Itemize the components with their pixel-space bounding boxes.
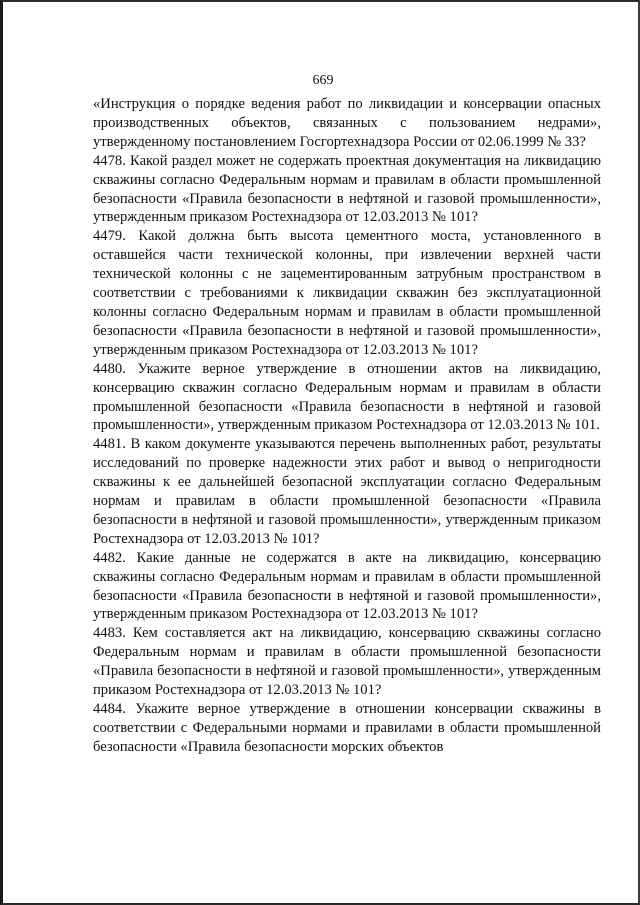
page-number: 669	[312, 73, 334, 88]
document-body	[93, 95, 601, 757]
question-4482: 4482. Какие данные не содержатся в акте на ликвидацию, консервацию скважины согласно Федеральным нормам и правилам в области промышленной безопасности «Правила безопасности в нефтяной и газовой промышленности», утвержденным приказом Ростехнадзора от 12.03.2013 № 101?	[93, 549, 601, 623]
question-4479: 4479. Какой должна быть высота цементного моста, установленного в оставшейся части технической колонны, при извлечении верхней части технической колонны с не зацементированным затрубным пространством в соответствии с требованиями к ликвидации скважин без эксплуатационной колонны согласно Федеральным нормам и правилам в области промышленной безопасности «Правила безопасности в нефтяной и газовой промышленности», утвержденным приказом Ростехнадзора от 12.03.2013 № 101?	[93, 228, 601, 358]
question-4478: 4478. Какой раздел может не содержать проектная документация на ликвидацию скважины согласно Федеральным нормам и правилам в области промышленной безопасности «Правила безопасности в нефтяной и газовой промышленности», утвержденным приказом Ростехнадзора от 12.03.2013 № 101?	[93, 152, 601, 226]
paragraph-intro: «Инструкция о порядке ведения работ по ликвидации и консервации опасных производственных объектов, связанных с пользованием недрами», утвержденному постановлением Госгортехнадзора России от 02.06.1999 № 33?	[93, 96, 601, 150]
question-4484: 4484. Укажите верное утверждение в отношении консервации скважины в соответствии с Федеральными нормами и правилами в области промышленной безопасности «Правила безопасности морских объектов	[93, 701, 601, 755]
question-4480: 4480. Укажите верное утверждение в отношении актов на ликвидацию, консервацию скважин согласно Федеральным нормам и правилам в области промышленной безопасности «Правила безопасности в нефтяной и газовой промышленности», утвержденным приказом Ростехнадзора от 12.03.2013 № 101.	[93, 360, 601, 434]
question-4483: 4483. Кем составляется акт на ликвидацию, консервацию скважины согласно Федеральным нормам и правилам в области промышленной безопасности «Правила безопасности в нефтяной и газовой промышленности», утвержденным приказом Ростехнадзора от 12.03.2013 № 101?	[93, 625, 601, 699]
question-4481: 4481. В каком документе указываются перечень выполненных работ, результаты исследований по проверке надежности этих работ и вывод о непригодности скважины к ее дальнейшей безопасной эксплуатации согласно Федеральным нормам и правилам в области промышленной безопасности «Правила безопасности в нефтяной и газовой промышленности», утвержденным приказом Ростехнадзора от 12.03.2013 № 101?	[93, 436, 601, 547]
